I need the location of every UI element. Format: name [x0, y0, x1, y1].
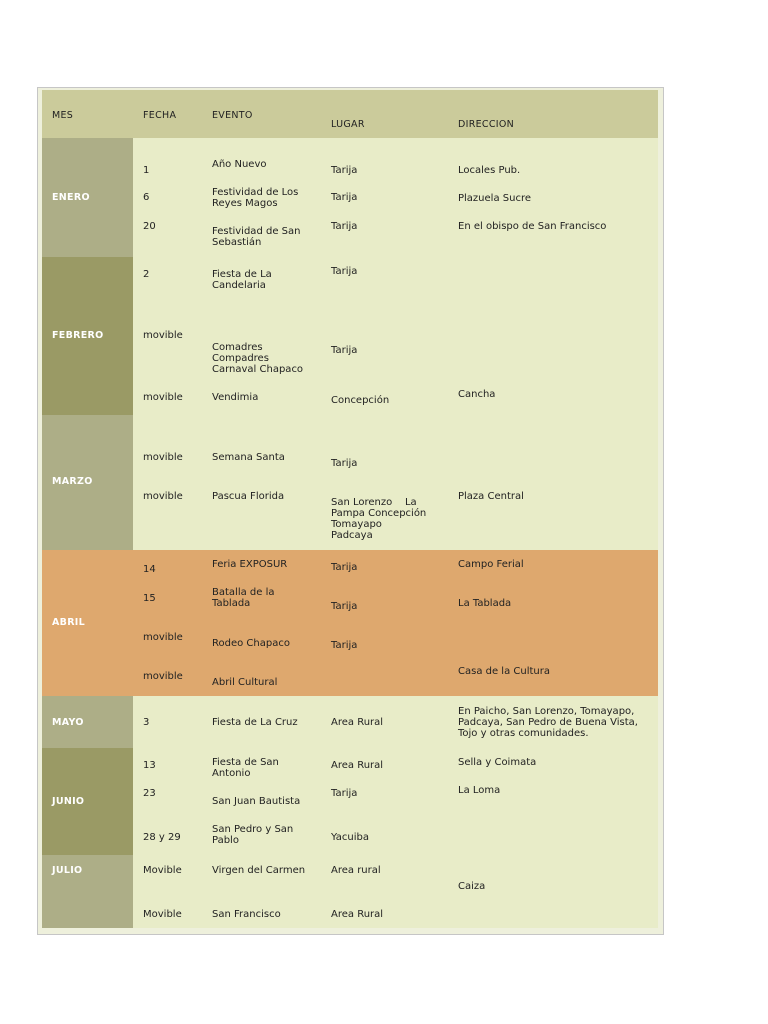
cell-lugar: Tarija: [331, 601, 358, 612]
month-cell-junio: [42, 748, 133, 855]
cell-fecha: 1: [143, 165, 150, 176]
cell-lugar: Tarija: [331, 221, 358, 232]
cell-direccion: Plazuela Sucre: [458, 193, 531, 204]
cell-lugar: Area Rural: [331, 717, 384, 728]
month-cell-julio: [42, 855, 133, 928]
cell-fecha: 15: [143, 593, 156, 604]
cell-lugar: Area Rural: [331, 909, 384, 920]
cell-fecha: movible: [143, 491, 183, 502]
cell-lugar: Area Rural: [331, 760, 384, 771]
cell-direccion: La Loma: [458, 785, 501, 796]
cell-evento: Fiesta de La Cruz: [212, 717, 298, 728]
header-direccion: DIRECCION: [458, 119, 515, 130]
month-cell-enero: [42, 138, 133, 257]
cell-evento: Año Nuevo: [212, 159, 267, 170]
cell-lugar: Tarija: [331, 165, 358, 176]
cell-fecha: 6: [143, 192, 150, 203]
cell-fecha: 23: [143, 788, 156, 799]
cell-fecha: Movible: [143, 909, 182, 920]
month-label-marzo: MARZO: [52, 476, 93, 487]
cell-evento: Virgen del Carmen: [212, 865, 306, 876]
cell-evento: Vendimia: [212, 392, 259, 403]
cell-evento: Festividad de San Sebastián: [212, 226, 301, 248]
cell-direccion: Locales Pub.: [458, 165, 521, 176]
cell-fecha: movible: [143, 330, 183, 341]
cell-direccion: Casa de la Cultura: [458, 666, 550, 677]
cell-evento: Fiesta de San Antonio: [212, 757, 279, 779]
cell-direccion: Sella y Coimata: [458, 757, 537, 768]
table-header-row: [42, 90, 658, 138]
cell-lugar: Yacuiba: [331, 832, 369, 843]
cell-lugar: Concepción: [331, 395, 390, 406]
month-label-abril: ABRIL: [52, 617, 85, 628]
cell-fecha: 20: [143, 221, 156, 232]
month-cell-febrero: [42, 257, 133, 415]
cell-direccion: La Tablada: [458, 598, 512, 609]
cell-fecha: movible: [143, 452, 183, 463]
month-cell-abril: [42, 550, 133, 696]
cell-direccion: En el obispo de San Francisco: [458, 221, 607, 232]
cell-evento: Comadres Compadres Carnaval Chapaco: [212, 342, 304, 375]
month-label-enero: ENERO: [52, 192, 90, 203]
month-label-junio: JUNIO: [52, 796, 85, 807]
cell-fecha: movible: [143, 392, 183, 403]
cell-fecha: Movible: [143, 865, 182, 876]
cell-lugar: Tarija: [331, 788, 358, 799]
cell-lugar: Tarija: [331, 345, 358, 356]
cell-lugar: Tarija: [331, 266, 358, 277]
month-cell-mayo: [42, 696, 133, 748]
header-mes: MES: [52, 110, 74, 121]
month-label-febrero: FEBRERO: [52, 330, 104, 341]
cell-evento: Festividad de Los Reyes Magos: [212, 187, 299, 209]
cell-lugar: Area rural: [331, 865, 381, 876]
cell-evento: Feria EXPOSUR: [212, 559, 288, 570]
month-label-mayo: MAYO: [52, 717, 84, 728]
header-lugar: LUGAR: [331, 119, 365, 130]
cell-direccion: Caiza: [458, 881, 486, 892]
cell-evento: Semana Santa: [212, 452, 285, 463]
cell-fecha: movible: [143, 632, 183, 643]
cell-fecha: 28 y 29: [143, 832, 181, 843]
cell-lugar: Tarija: [331, 458, 358, 469]
header-evento: EVENTO: [212, 110, 253, 121]
cell-evento: San Francisco: [212, 909, 281, 920]
cell-direccion: Plaza Central: [458, 491, 524, 502]
cell-lugar: Tarija: [331, 640, 358, 651]
month-cell-marzo: [42, 415, 133, 550]
cell-lugar: San Lorenzo La Pampa Concepción Tomayapo Padcaya: [331, 497, 427, 541]
cell-lugar: Tarija: [331, 192, 358, 203]
cell-fecha: 14: [143, 564, 156, 575]
cell-lugar: Tarija: [331, 562, 358, 573]
cell-fecha: 3: [143, 717, 150, 728]
month-label-julio: JULIO: [52, 865, 83, 876]
cell-evento: Fiesta de La Candelaria: [212, 269, 272, 291]
cell-direccion: Campo Ferial: [458, 559, 524, 570]
cell-evento: Rodeo Chapaco: [212, 638, 290, 649]
cell-direccion: En Paicho, San Lorenzo, Tomayapo, Padcaya, San Pedro de Buena Vista, Tojo y otras comunidades.: [458, 706, 638, 739]
cell-evento: Abril Cultural: [212, 677, 278, 688]
header-fecha: FECHA: [143, 110, 177, 121]
cell-evento: San Pedro y San Pablo: [212, 824, 294, 846]
cell-fecha: 13: [143, 760, 156, 771]
cell-evento: Pascua Florida: [212, 491, 285, 502]
cell-fecha: 2: [143, 269, 150, 280]
cell-fecha: movible: [143, 671, 183, 682]
cell-evento: Batalla de la Tablada: [212, 587, 275, 609]
cell-evento: San Juan Bautista: [212, 796, 301, 807]
cell-direccion: Cancha: [458, 389, 496, 400]
